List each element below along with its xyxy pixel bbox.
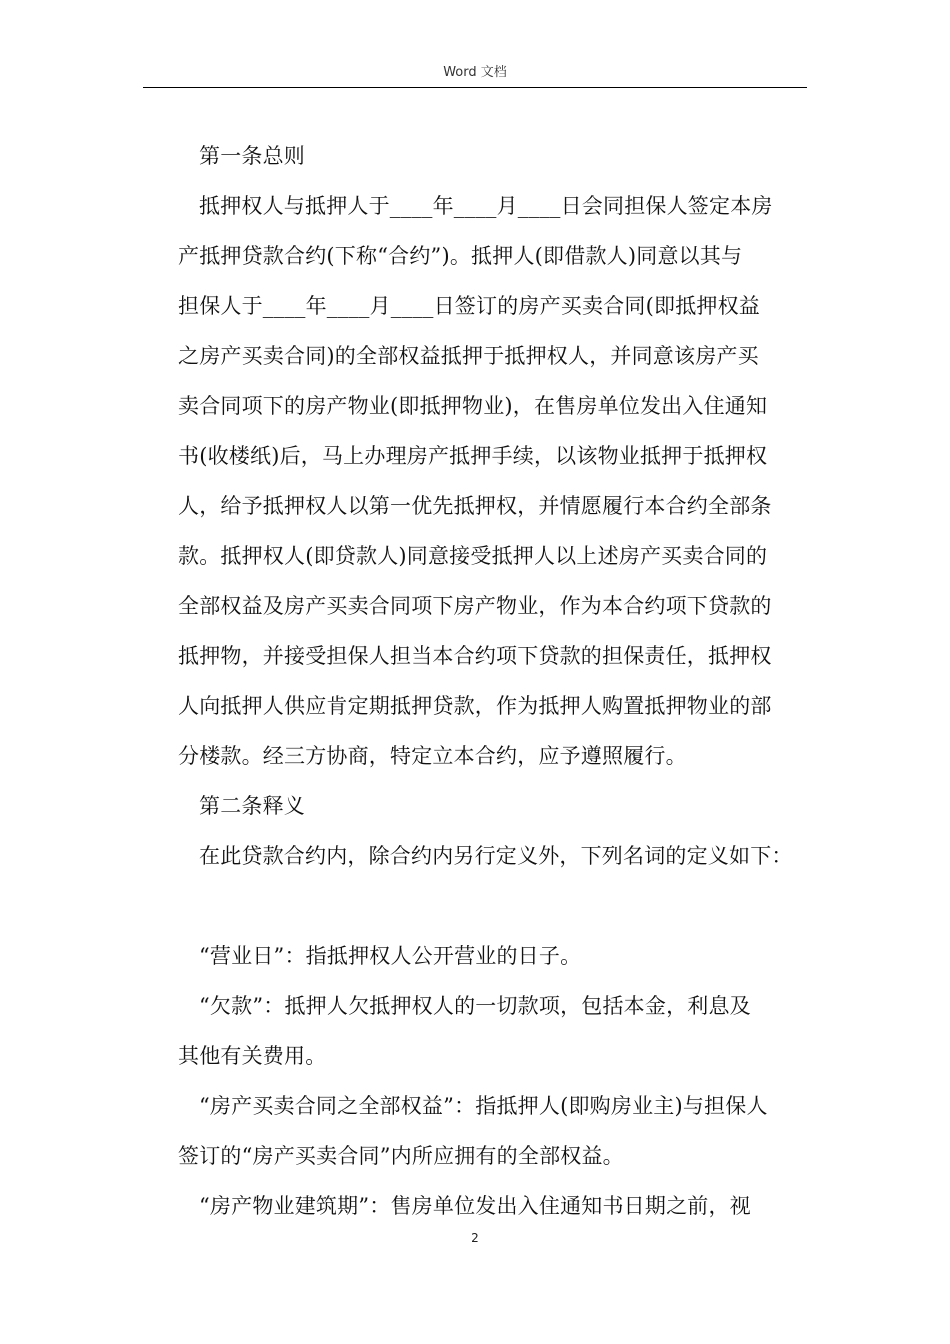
article-1-line-2: 产抵押贷款合约(下称“合约”)。抵押人(即借款人)同意以其与: [178, 244, 743, 268]
article-1-line-3: 担保人于____年____月____日签订的房产买卖合同(即抵押权益: [178, 294, 760, 318]
article-1-line-10: 抵押物，并接受担保人担当本合约项下贷款的担保责任，抵押权: [178, 644, 772, 668]
article-1-line-12: 分楼款。经三方协商，特定立本合约，应予遵照履行。: [178, 744, 687, 768]
definition-rights-line-1: “房产买卖合同之全部权益”：指抵押人(即购房业主)与担保人: [199, 1094, 768, 1118]
definition-arrears-line-1: “欠款”：抵押人欠抵押权人的一切款项，包括本金，利息及: [199, 994, 751, 1018]
document-body: [178, 131, 818, 1231]
article-1-line-7: 人，给予抵押权人以第一优先抵押权，并情愿履行本合约全部条: [178, 494, 772, 518]
definition-business-day: “营业日”：指抵押权人公开营业的日子。: [199, 944, 582, 968]
article-2-heading: 第二条释义: [199, 794, 305, 818]
article-1-line-11: 人向抵押人供应肯定期抵押贷款，作为抵押人购置抵押物业的部: [178, 694, 772, 718]
article-1-line-4: 之房产买卖合同)的全部权益抵押于抵押权人，并同意该房产买: [178, 344, 759, 368]
paragraph-spacer: [178, 881, 818, 931]
article-1-line-8: 款。抵押权人(即贷款人)同意接受抵押人以上述房产买卖合同的: [178, 544, 768, 568]
definition-construction-line-1: “房产物业建筑期”：售房单位发出入住通知书日期之前，视: [199, 1194, 751, 1218]
page-number: 2: [471, 1231, 479, 1245]
article-1-line-1: 抵押权人与抵押人于____年____月____日会同担保人签定本房: [199, 194, 773, 218]
article-1-line-6: 书(收楼纸)后，马上办理房产抵押手续，以该物业抵押于抵押权: [178, 444, 768, 468]
article-1-line-5: 卖合同项下的房产物业(即抵押物业)，在售房单位发出入住通知: [178, 394, 768, 418]
article-1-line-9: 全部权益及房产买卖合同项下房产物业，作为本合约项下贷款的: [178, 594, 772, 618]
definition-arrears-line-2: 其他有关费用。: [178, 1044, 327, 1068]
page-header: Word 文档: [443, 65, 507, 80]
header-rule: [143, 87, 807, 88]
article-2-intro: 在此贷款合约内，除合约内另行定义外，下列名词的定义如下：: [199, 844, 793, 868]
definition-rights-line-2: 签订的“房产买卖合同”内所应拥有的全部权益。: [178, 1144, 624, 1168]
article-1-heading: 第一条总则: [199, 144, 305, 168]
